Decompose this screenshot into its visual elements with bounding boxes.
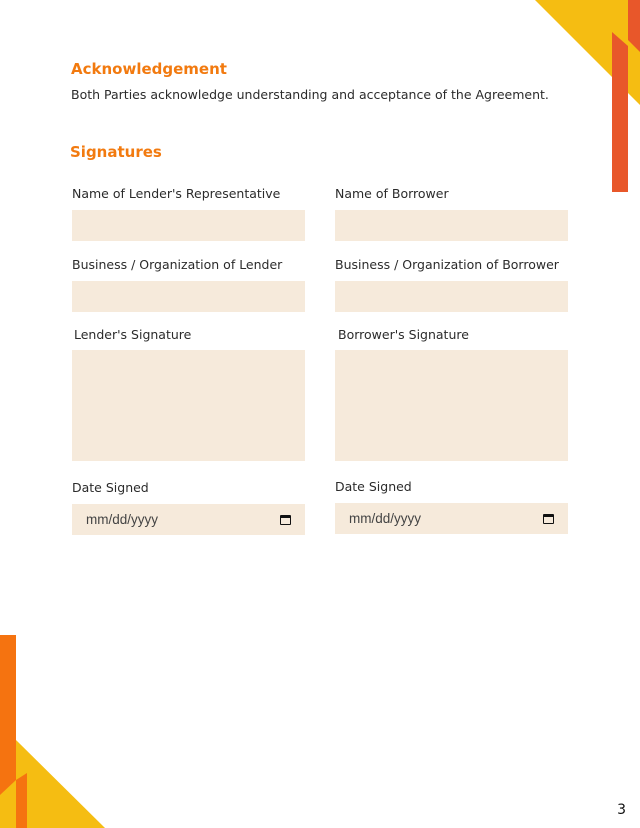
borrower-date-label: Date Signed bbox=[335, 479, 412, 494]
calendar-icon[interactable] bbox=[543, 514, 554, 524]
lender-signature-pad[interactable] bbox=[72, 350, 305, 461]
lender-date-label: Date Signed bbox=[72, 480, 149, 495]
signatures-heading: Signatures bbox=[70, 143, 162, 161]
borrower-org-input[interactable] bbox=[335, 281, 568, 312]
borrower-name-label: Name of Borrower bbox=[335, 186, 449, 201]
acknowledgement-heading: Acknowledgement bbox=[71, 60, 227, 78]
lender-org-label: Business / Organization of Lender bbox=[72, 257, 283, 272]
lender-org-input[interactable] bbox=[72, 281, 305, 312]
calendar-icon[interactable] bbox=[280, 515, 291, 525]
borrower-org-label: Business / Organization of Borrower bbox=[335, 257, 559, 272]
borrower-date-input[interactable] bbox=[335, 503, 568, 534]
borrower-name-input[interactable] bbox=[335, 210, 568, 241]
date-placeholder: mm/dd/yyyy bbox=[86, 512, 159, 527]
page-number: 3 bbox=[617, 802, 626, 818]
lender-rep-label: Name of Lender's Representative bbox=[72, 186, 281, 201]
lender-signature-label: Lender's Signature bbox=[74, 327, 192, 342]
date-placeholder: mm/dd/yyyy bbox=[349, 511, 422, 526]
bottom-left-bar-small bbox=[16, 773, 27, 828]
acknowledgement-text: Both Parties acknowledge understanding and acceptance of the Agreement. bbox=[71, 87, 549, 102]
bottom-left-bar bbox=[0, 635, 16, 795]
borrower-signature-label: Borrower's Signature bbox=[338, 327, 469, 342]
lender-rep-input[interactable] bbox=[72, 210, 305, 241]
top-right-bar bbox=[612, 32, 628, 192]
lender-date-input[interactable] bbox=[72, 504, 305, 535]
borrower-signature-pad[interactable] bbox=[335, 350, 568, 461]
